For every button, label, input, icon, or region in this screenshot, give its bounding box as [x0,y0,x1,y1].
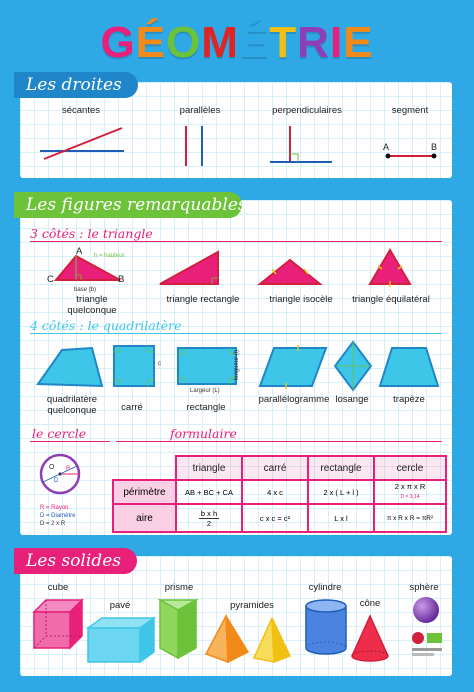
triangle-heading-rule [30,241,442,242]
cell-perimetre-rectangle: 2 x ( L + l ) [308,480,374,504]
cercle-drawing [38,452,82,496]
table-col-triangle: triangle [176,456,242,480]
title-letter: É [238,18,270,67]
sphere-drawing [412,596,440,624]
cercle-heading-rule [30,441,110,442]
label-secantes: sécantes [61,105,101,116]
label-quadrilatere-quelconque [32,394,112,416]
label-pave: pavé [109,600,131,611]
quad-heading: 4 côtés : le quadrilatère [30,318,182,333]
table-header-row [113,456,446,480]
losange-drawing [333,340,373,392]
rectangle-longueur-label: longueur (l) [234,349,241,381]
formula-table [112,455,447,533]
solides-header: Les solides [14,548,137,574]
label-triangle-isocele: triangle isocèle [269,294,333,305]
triangle-label-a: A [76,246,83,257]
pave-drawing [86,616,156,666]
cell-aire-carre: c x c = c² [242,504,308,532]
cercle-heading: le cercle [32,426,87,441]
carre-drawing [112,344,156,388]
fraction-denominator: 2 [206,518,212,528]
triangle-height-label: h = hauteur [94,253,125,259]
segment-point-b: B [431,142,438,152]
cube-drawing [32,598,84,650]
row-label-perimetre: périmètre [113,480,176,504]
title-letter: E [343,18,374,67]
label-losange: losange [335,394,369,405]
droites-header: Les droites [14,72,138,98]
page-title [0,18,474,68]
title-letter: É [135,18,167,67]
cercle-legend-formula: D = 2 x R [40,521,66,527]
table-row [113,480,446,504]
quadrilatere-quelconque-drawing [36,346,106,390]
table-col-cercle: cercle [374,456,446,480]
label-triangle-quelconque [52,294,132,316]
cell-aire-cercle: π x R x R = πR² [374,504,446,532]
label-parallelogramme: parallélogramme [258,394,330,405]
cercle-label-o: O [49,464,55,471]
label-perpendiculaires: perpendiculaires [272,105,342,116]
cell-perimetre-cercle [374,480,446,504]
triangle-rectangle-drawing [158,250,222,286]
recycling-logo [410,630,444,660]
fraction-numerator: b x h [200,508,218,518]
title-letter: T [269,18,298,67]
pi-note: D = 3,14 [400,494,420,500]
title-letter: I [329,18,344,67]
rectangle-drawing [176,346,241,386]
parallelogramme-drawing [258,346,328,388]
table-col-carre: carré [242,456,308,480]
table-col-rectangle: rectangle [308,456,374,480]
triangle-label-b: B [118,274,125,285]
triangle-heading: 3 côtés : le triangle [30,226,153,241]
triangle-equilateral-drawing [368,248,412,286]
secantes-drawing [38,124,128,160]
label-triangle-equilateral: triangle équilatéral [352,294,430,305]
cercle-legend-rayon: R = Rayon [40,505,69,511]
triangle-label-c: C [47,274,54,285]
cercle-legend-diametre: D = Diamètre [40,513,76,519]
title-letter: M [201,18,239,67]
figures-header: Les figures remarquables [14,192,242,218]
quad-heading-rule [30,333,442,334]
title-letter: G [100,18,136,67]
cell-perimetre-triangle: AB + BC + CA [176,480,242,504]
formulaire-heading: formulaire [170,426,237,441]
pyramide-jaune-drawing [252,616,292,664]
formulaire-heading-rule [116,441,442,442]
cell-aire-triangle [176,504,242,532]
label-pyramides: pyramides [230,600,274,611]
label-trapeze: trapèze [393,394,425,405]
triangle-area-fraction [199,509,219,528]
label-rectangle: rectangle [186,402,226,413]
cell-aire-rectangle: L x l [308,504,374,532]
label-segment: segment [391,105,429,116]
perimetre-cercle-formula: 2 x π x R [394,482,426,491]
quadrilatere-quelconque-text: quadrilatère quelconque [46,394,98,416]
cone-drawing [350,614,390,664]
label-carre: carré [121,402,143,413]
prisme-drawing [158,598,198,660]
cylindre-drawing [304,598,348,656]
trapeze-drawing [378,346,440,388]
triangle-quelconque-text: triangle quelconque [67,294,117,316]
title-letter: R [297,18,330,67]
title-letter: O [166,18,202,67]
perpendiculaires-drawing [268,124,338,168]
label-paralleles: parallèles [179,105,221,116]
label-sphere: sphère [409,582,439,593]
label-cylindre: cylindre [308,582,342,593]
segment-point-a: A [383,142,390,152]
label-cube: cube [47,582,69,593]
row-label-aire: aire [113,504,176,532]
table-row [113,504,446,532]
triangle-isocele-drawing [258,258,322,286]
pyramide-orange-drawing [204,614,250,664]
segment-drawing [384,150,438,162]
carre-side-label: c [158,361,161,367]
label-cone: cône [359,598,381,609]
label-triangle-rectangle: triangle rectangle [166,294,240,305]
rectangle-largeur-label: Largeur (L) [190,388,220,394]
triangle-base-label: base (b) [74,287,97,293]
paralleles-drawing [182,124,212,168]
label-prisme: prisme [164,582,194,593]
cercle-label-r: R [66,466,71,472]
cell-perimetre-carre: 4 x c [242,480,308,504]
cercle-label-d: D [54,478,59,484]
